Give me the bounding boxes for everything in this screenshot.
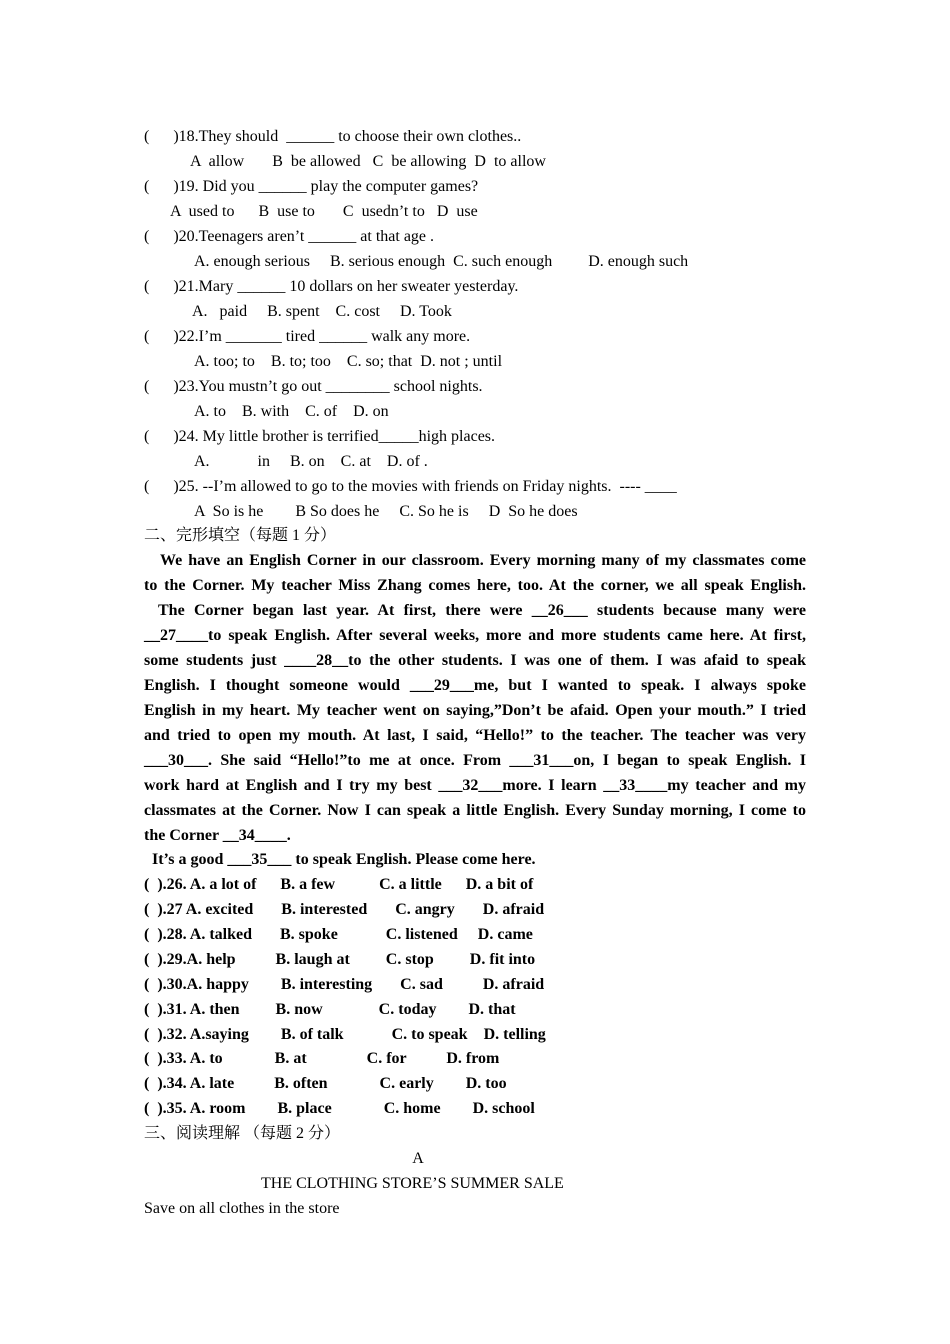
passage-p1-line-1: We have an English Corner in our classroom. Every morning many of my classmates come	[160, 552, 806, 569]
passage-p2-line-10: the Corner __34____.	[144, 827, 291, 844]
passage-p2-line-3: some students just ____28__to the other students. I was one of them. I was afaid to speak	[144, 652, 806, 669]
passage-p2-line-1: The Corner began last year. At first, there were __26___ students because many were	[158, 602, 806, 619]
question-20-options: A. enough serious B. serious enough C. such enough D. enough such	[194, 253, 689, 270]
passage-p2-line-4: English. I thought someone would ___29___me, but I wanted to speak. I always spoke	[144, 677, 806, 694]
passage-p1-line-2: to the Corner. My teacher Miss Zhang comes here, too. At the corner, we all speak English.	[144, 577, 806, 594]
question-20: ( )20.Teenagers aren’t ______ at that age .	[144, 228, 435, 245]
cloze-option-33: ( ).33. A. to B. at C. for D. from	[144, 1050, 500, 1067]
passage-p2-line-6: and tried to open my mouth. At last, I said, “Hello!” to the teacher. The teacher was very	[144, 727, 806, 744]
question-21: ( )21.Mary ______ 10 dollars on her sweater yesterday.	[144, 278, 519, 295]
passage-p2-line-5: English in my heart. My teacher went on saying,”Don’t be afaid. Open your mouth.” I tried	[144, 702, 806, 719]
cloze-option-35: ( ).35. A. room B. place C. home D. school	[144, 1100, 535, 1117]
question-22: ( )22.I’m _______ tired ______ walk any more.	[144, 328, 471, 345]
passage-p2-line-2: __27____to speak English. After several weeks, more and more students came here. At first,	[144, 627, 806, 644]
reading-part-label: A	[412, 1150, 424, 1167]
passage-p3: It’s a good ___35___ to speak English. Please come here.	[152, 851, 536, 868]
question-23-options: A. to B. with C. of D. on	[194, 403, 389, 420]
question-18-options: A allow B be allowed C be allowing D to allow	[190, 153, 546, 170]
section-3-heading: 三、阅读理解 （每题 2 分）	[144, 1125, 341, 1142]
cloze-option-30: ( ).30.A. happy B. interesting C. sad D. afraid	[144, 976, 545, 993]
question-24-options: A. in B. on C. at D. of .	[194, 453, 428, 470]
question-23: ( )23.You mustn’t go out ________ school nights.	[144, 378, 483, 395]
cloze-option-27: ( ).27 A. excited B. interested C. angry D. afraid	[144, 901, 545, 918]
cloze-option-26: ( ).26. A. a lot of B. a few C. a little D. a bit of	[144, 876, 534, 893]
passage-p2-line-9: classmates at the Corner. Now I can speak a little English. Every Sunday morning, I come to	[144, 802, 806, 819]
section-2-heading: 二、完形填空（每题 1 分）	[144, 527, 337, 544]
passage-p2-line-8: work hard at English and I try my best ___32___more. I learn __33____my teacher and my	[144, 777, 806, 794]
question-18: ( )18.They should ______ to choose their own clothes..	[144, 128, 522, 145]
question-24: ( )24. My little brother is terrified_____high places.	[144, 428, 496, 445]
cloze-option-31: ( ).31. A. then B. now C. today D. that	[144, 1001, 516, 1018]
passage-p2-line-7: ___30___. She said “Hello!”to me at once. From ___31___on, I began to speak English. I	[144, 752, 806, 769]
cloze-option-32: ( ).32. A.saying B. of talk C. to speak D. telling	[144, 1026, 546, 1043]
cloze-option-28: ( ).28. A. talked B. spoke C. listened D. came	[144, 926, 533, 943]
reading-title: THE CLOTHING STORE’S SUMMER SALE	[261, 1175, 564, 1192]
reading-line-1: Save on all clothes in the store	[144, 1200, 340, 1217]
question-25: ( )25. --I’m allowed to go to the movies with friends on Friday nights. ---- ____	[144, 478, 677, 495]
question-22-options: A. too; to B. to; too C. so; that D. not ; until	[194, 353, 503, 370]
cloze-option-34: ( ).34. A. late B. often C. early D. too	[144, 1075, 507, 1092]
question-19-options: A used to B use to C usedn’t to D use	[170, 203, 478, 220]
question-19: ( )19. Did you ______ play the computer games?	[144, 178, 479, 195]
cloze-option-29: ( ).29.A. help B. laugh at C. stop D. fit into	[144, 951, 536, 968]
question-21-options: A. paid B. spent C. cost D. Took	[192, 303, 452, 320]
question-25-options: A So is he B So does he C. So he is D So he does	[194, 503, 578, 520]
